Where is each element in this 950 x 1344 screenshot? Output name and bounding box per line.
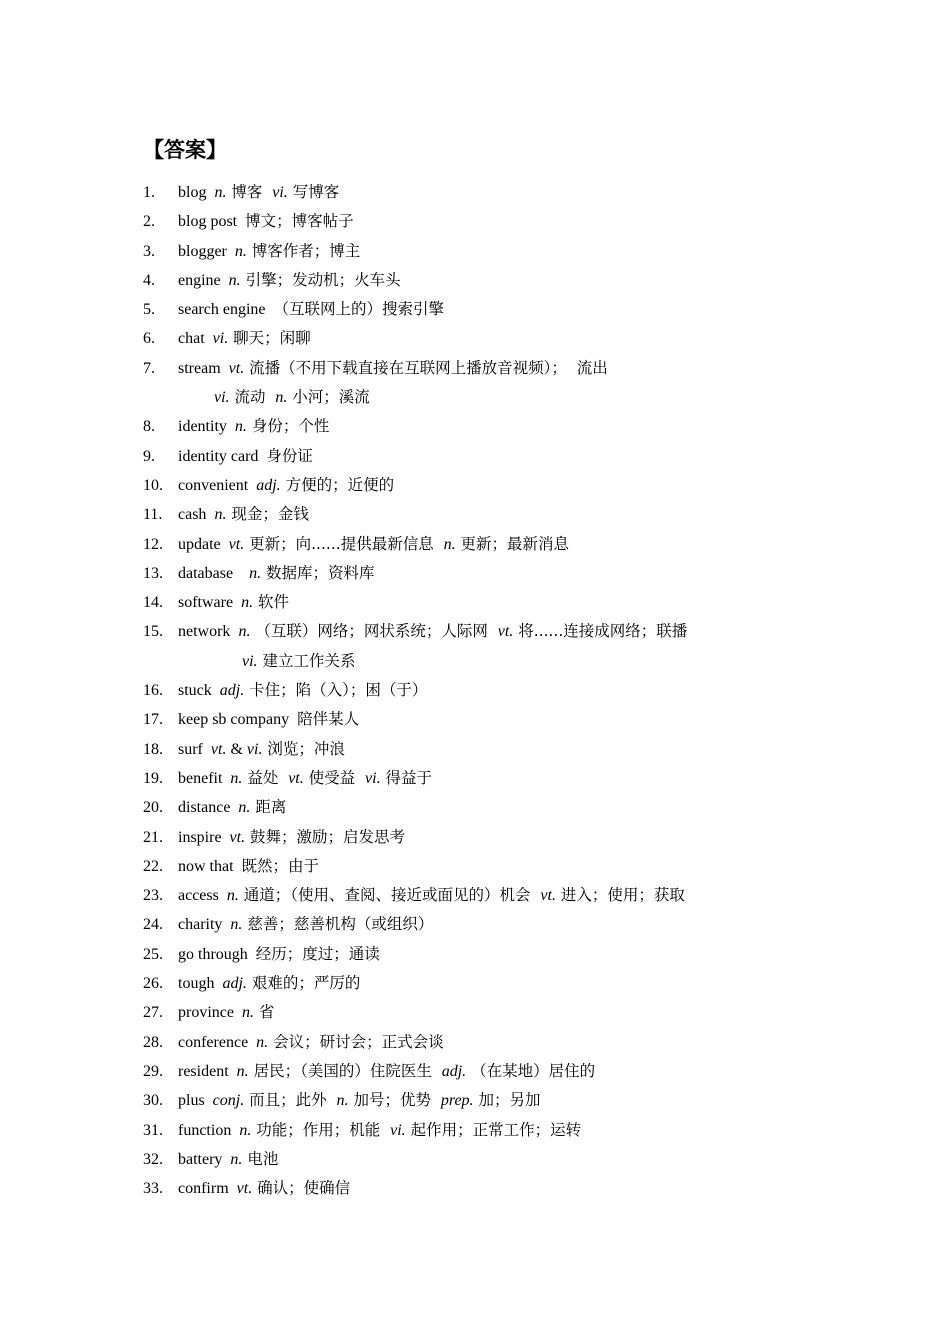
part-of-speech: n. <box>443 535 456 553</box>
part-of-speech: adj. <box>219 682 245 700</box>
english-term: identity <box>178 418 235 436</box>
part-of-speech: adj. <box>222 975 247 993</box>
english-term: province <box>178 1004 242 1022</box>
entry-number: 28. <box>143 1033 163 1051</box>
part-of-speech: vi. <box>242 652 258 670</box>
part-of-speech: adj. <box>441 1062 467 1080</box>
english-term: resident <box>178 1062 237 1080</box>
english-term: surf <box>178 740 211 758</box>
vocab-entry <box>143 266 843 295</box>
part-of-speech: vi. <box>365 769 381 787</box>
entry-number: 27. <box>143 1004 163 1022</box>
entry-line <box>178 266 843 295</box>
part-of-speech: vt. <box>228 535 245 553</box>
chinese-definition: 陪伴某人 <box>297 710 360 729</box>
english-term: software <box>178 594 242 612</box>
part-of-speech: n. <box>241 594 254 612</box>
english-term: blog <box>178 184 215 201</box>
entry-line <box>178 471 843 500</box>
vocab-entry <box>143 1145 843 1174</box>
part-of-speech: n. <box>230 916 243 934</box>
part-of-speech: n. <box>230 769 243 787</box>
chinese-definition: 流播（不用下载直接在互联网上播放音视频）； 流出 <box>244 358 608 377</box>
entry-line <box>178 412 843 441</box>
vocab-entry <box>143 295 843 324</box>
entry-number: 20. <box>143 799 163 817</box>
entry-number: 4. <box>143 271 155 289</box>
chinese-definition: 经历；度过；通读 <box>255 944 380 963</box>
part-of-speech: n. <box>234 242 247 260</box>
chinese-definition: 慈善；慈善机构（或组织） <box>242 915 434 934</box>
vocab-entry <box>143 617 843 676</box>
english-term: & <box>226 740 247 758</box>
entry-line <box>178 676 843 705</box>
entry-number: 5. <box>143 301 155 319</box>
chinese-definition: 博文；博客帖子 <box>245 212 354 231</box>
entry-line <box>178 881 843 910</box>
entry-line <box>178 969 843 998</box>
vocab-entry <box>143 969 843 998</box>
entry-line <box>178 207 843 236</box>
english-term: search engine <box>178 301 274 319</box>
chinese-definition: 方便的；近便的 <box>280 475 395 494</box>
part-of-speech: adj. <box>256 476 281 494</box>
english-term: blog post <box>178 213 246 231</box>
part-of-speech: vt. <box>229 828 246 846</box>
entry-number: 8. <box>143 418 155 436</box>
part-of-speech: n. <box>249 564 262 582</box>
english-term: inspire <box>178 828 230 846</box>
vocab-entry <box>143 1086 843 1115</box>
part-of-speech: n. <box>275 389 288 407</box>
chinese-definition: 数据库；资料库 <box>261 563 375 582</box>
chinese-definition: 鼓舞；激励；启发思考 <box>245 827 406 846</box>
part-of-speech: prep. <box>440 1092 474 1110</box>
english-term: network <box>178 623 239 641</box>
chinese-definition: （在某地）居住的 <box>466 1061 596 1080</box>
chinese-definition: 而且；此外 <box>244 1091 337 1110</box>
part-of-speech: n. <box>226 887 239 905</box>
chinese-definition: 建立工作关系 <box>257 651 356 670</box>
vocab-entry <box>143 530 843 559</box>
entry-line <box>178 530 843 559</box>
part-of-speech: vi. <box>272 184 288 201</box>
english-term: plus <box>178 1092 213 1110</box>
vocab-entry <box>143 764 843 793</box>
chinese-definition: 现金；金钱 <box>226 505 309 524</box>
entry-number: 12. <box>143 535 163 553</box>
part-of-speech: vt. <box>288 769 304 787</box>
english-term: engine <box>178 271 229 289</box>
english-term <box>178 653 242 670</box>
part-of-speech: n. <box>238 799 251 817</box>
entry-line <box>178 647 843 676</box>
vocab-entry <box>143 1057 843 1086</box>
part-of-speech: vt. <box>210 740 227 758</box>
vocab-entry <box>143 881 843 910</box>
part-of-speech: vt. <box>228 359 245 377</box>
entry-number: 25. <box>143 945 163 963</box>
entry-line <box>178 1028 843 1057</box>
entry-line <box>178 442 843 471</box>
vocab-entry <box>143 354 843 413</box>
part-of-speech: n. <box>214 506 227 524</box>
chinese-definition: 进入；使用；获取 <box>555 886 685 905</box>
vocab-entry <box>143 676 843 705</box>
english-term: chat <box>178 330 213 348</box>
entry-line <box>178 823 843 852</box>
entry-number: 32. <box>143 1150 163 1168</box>
vocab-entry <box>143 940 843 969</box>
english-term: confirm <box>178 1180 237 1198</box>
entry-number: 30. <box>143 1092 163 1110</box>
english-term: stream <box>178 359 229 377</box>
entry-line <box>178 735 843 764</box>
entry-line <box>178 998 843 1027</box>
entry-number: 15. <box>143 623 163 641</box>
entry-line <box>178 354 843 383</box>
vocab-entry <box>143 705 843 734</box>
english-term: stuck <box>178 682 220 700</box>
entry-number: 7. <box>143 359 155 377</box>
entry-number: 6. <box>143 330 155 348</box>
chinese-definition: 加；另加 <box>473 1091 541 1110</box>
vocab-entry <box>143 588 843 617</box>
chinese-definition: 浏览；冲浪 <box>262 739 345 758</box>
chinese-definition: 使受益 <box>303 768 366 787</box>
entry-line <box>178 1174 843 1203</box>
chinese-definition: 身份证 <box>266 446 313 465</box>
entry-number: 22. <box>143 857 163 875</box>
vocab-entry <box>143 1174 843 1203</box>
part-of-speech: n. <box>239 1121 252 1139</box>
entry-line <box>178 1086 843 1115</box>
vocab-entry <box>143 735 843 764</box>
entry-number: 13. <box>143 564 163 582</box>
chinese-definition: 确认；使确信 <box>252 1179 351 1198</box>
vocab-entry <box>143 442 843 471</box>
entry-line <box>178 1145 843 1174</box>
chinese-definition: 聊天；闲聊 <box>228 329 311 348</box>
part-of-speech: vi. <box>214 389 230 407</box>
vocab-entry <box>143 823 843 852</box>
entry-number: 33. <box>143 1180 163 1198</box>
part-of-speech: n. <box>234 418 247 436</box>
english-term: convenient <box>178 476 257 494</box>
vocabulary-answer-list <box>143 178 843 1203</box>
vocab-entry <box>143 237 843 266</box>
entry-line <box>178 940 843 969</box>
chinese-definition: 将......连接成网络；联播 <box>513 622 688 641</box>
answer-heading: 【答案】 <box>143 138 227 162</box>
chinese-definition: 会议；研讨会；正式会谈 <box>268 1032 444 1051</box>
chinese-definition: （互联网上的）搜索引擎 <box>273 300 445 319</box>
chinese-definition: （互联）网络；网状系统；人际网 <box>250 622 498 641</box>
english-term: conference <box>178 1033 257 1051</box>
part-of-speech: n. <box>236 1062 249 1080</box>
entry-line <box>178 617 843 646</box>
entry-line <box>178 1116 843 1145</box>
entry-number: 24. <box>143 916 163 934</box>
entry-line <box>178 764 843 793</box>
english-term: tough <box>178 975 223 993</box>
entry-line <box>178 910 843 939</box>
english-term: access <box>178 887 227 905</box>
entry-number: 18. <box>143 740 163 758</box>
chinese-definition: 小河；溪流 <box>287 388 370 407</box>
entry-line <box>178 1057 843 1086</box>
chinese-definition: 更新；最新消息 <box>455 534 569 553</box>
part-of-speech: n. <box>241 1004 254 1022</box>
entry-number: 17. <box>143 711 163 729</box>
vocab-entry <box>143 998 843 1027</box>
vocab-entry <box>143 1028 843 1057</box>
chinese-definition: 写博客 <box>287 183 340 201</box>
vocab-entry <box>143 412 843 441</box>
entry-number: 1. <box>143 184 155 201</box>
entry-number: 19. <box>143 769 163 787</box>
chinese-definition: 电池 <box>242 1149 279 1168</box>
chinese-definition: 起作用；正常工作；运转 <box>405 1120 582 1139</box>
chinese-definition: 得益于 <box>380 768 433 787</box>
chinese-definition: 功能；作用；机能 <box>251 1120 391 1139</box>
entry-number: 29. <box>143 1062 163 1080</box>
entry-line <box>178 793 843 822</box>
vocab-entry <box>143 852 843 881</box>
part-of-speech: vt. <box>497 623 514 641</box>
vocab-entry <box>143 1116 843 1145</box>
chinese-definition: 艰难的；严厉的 <box>246 974 361 993</box>
entry-line <box>178 383 843 412</box>
chinese-definition: 益处 <box>242 768 289 787</box>
part-of-speech: n. <box>230 1150 243 1168</box>
vocab-entry <box>143 500 843 529</box>
chinese-definition: 软件 <box>253 593 290 612</box>
entry-number: 21. <box>143 828 163 846</box>
entry-number: 16. <box>143 682 163 700</box>
english-term: keep sb company <box>178 711 298 729</box>
entry-number: 2. <box>143 213 155 231</box>
english-term <box>178 389 214 406</box>
entry-number: 9. <box>143 447 155 465</box>
entry-number: 11. <box>143 506 163 524</box>
chinese-definition: 距离 <box>250 798 287 817</box>
part-of-speech: n. <box>256 1033 269 1051</box>
chinese-definition: 更新；向......提供最新信息 <box>244 534 444 553</box>
part-of-speech: n. <box>238 623 251 641</box>
english-term: benefit <box>178 769 231 787</box>
entry-line <box>178 500 843 529</box>
chinese-definition: 博客作者；博主 <box>246 241 361 260</box>
part-of-speech: n. <box>228 271 241 289</box>
entry-line <box>178 295 843 324</box>
entry-number: 26. <box>143 975 163 993</box>
vocab-entry <box>143 471 843 500</box>
part-of-speech: n. <box>214 184 227 201</box>
chinese-definition: 既然；由于 <box>241 856 320 875</box>
entry-number: 3. <box>143 242 155 260</box>
english-term: database <box>178 564 250 582</box>
english-term: distance <box>178 799 239 817</box>
chinese-definition: 省 <box>253 1003 275 1022</box>
entry-line <box>178 588 843 617</box>
english-term: now that <box>178 857 242 875</box>
chinese-definition: 卡住；陷（入）；困（于） <box>244 681 428 700</box>
part-of-speech: vt. <box>540 887 556 905</box>
english-term: blogger <box>178 242 235 260</box>
entry-number: 14. <box>143 594 163 612</box>
vocab-entry <box>143 178 843 207</box>
chinese-definition: 加号；优势 <box>348 1091 441 1110</box>
chinese-definition: 居民；（美国的）住院医生 <box>248 1061 442 1080</box>
english-term: battery <box>178 1150 231 1168</box>
entry-line <box>178 559 843 588</box>
chinese-definition: 通道；（使用、查阅、接近或面见的）机会 <box>238 886 541 905</box>
chinese-definition: 引擎；发动机；火车头 <box>240 270 401 289</box>
entry-line <box>178 852 843 881</box>
entry-number: 10. <box>143 476 163 494</box>
part-of-speech: n. <box>336 1092 349 1110</box>
part-of-speech: vt. <box>236 1180 253 1198</box>
entry-line <box>178 237 843 266</box>
vocab-entry <box>143 559 843 588</box>
english-term: identity card <box>178 447 267 465</box>
chinese-definition: 博客 <box>226 183 273 201</box>
chinese-definition: 流动 <box>229 388 276 407</box>
chinese-definition: 身份；个性 <box>246 417 330 436</box>
english-term: update <box>178 535 229 553</box>
english-term: charity <box>178 916 231 934</box>
vocab-entry <box>143 324 843 353</box>
vocab-entry <box>143 793 843 822</box>
entry-number: 23. <box>143 887 163 905</box>
english-term: cash <box>178 506 215 524</box>
vocab-entry <box>143 207 843 236</box>
entry-line <box>178 705 843 734</box>
part-of-speech: vi. <box>212 330 229 348</box>
vocab-entry <box>143 910 843 939</box>
part-of-speech: conj. <box>212 1092 245 1110</box>
part-of-speech: vi. <box>246 740 263 758</box>
english-term: go through <box>178 945 256 963</box>
english-term: function <box>178 1121 240 1139</box>
part-of-speech: vi. <box>390 1121 406 1139</box>
entry-number: 31. <box>143 1121 163 1139</box>
entry-line <box>178 178 843 207</box>
entry-line <box>178 324 843 353</box>
